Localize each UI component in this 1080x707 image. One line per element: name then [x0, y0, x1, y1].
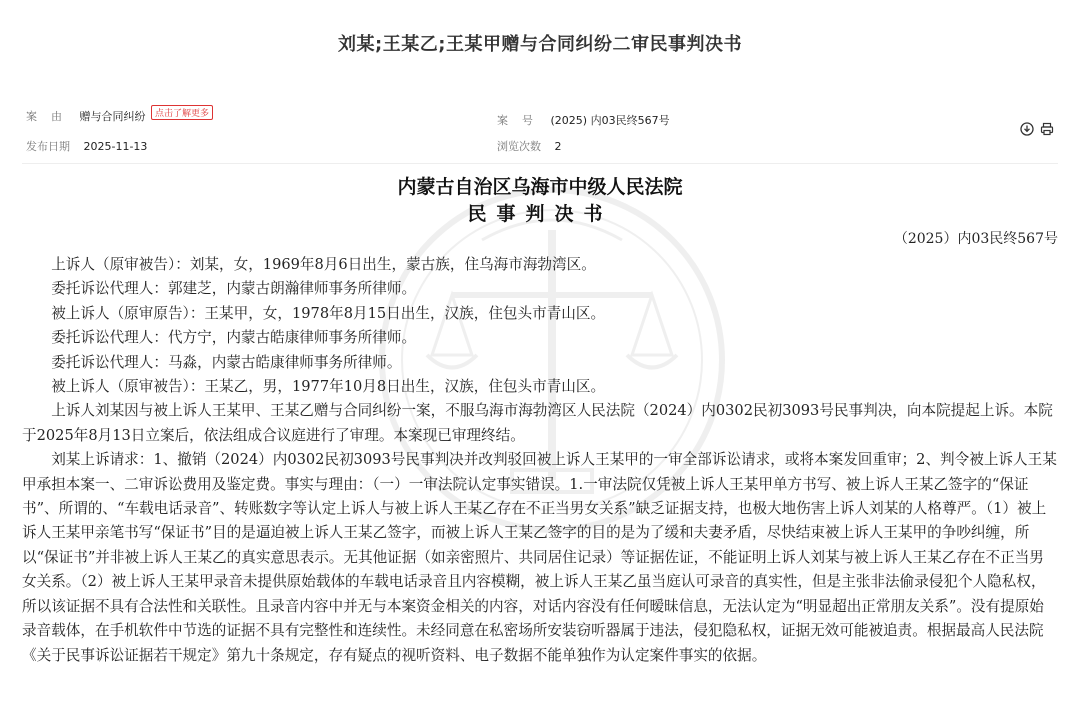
publish-label: 发布日期: [26, 140, 70, 153]
toolbar: [1020, 122, 1054, 136]
paragraph-appeal-request: 刘某上诉请求：1、撤销（2024）内0302民初3093号民事判决并改判驳回被上诉人王某甲的一审全部诉讼请求，或将本案发回重审；2、判令被上诉人王某甲承担本案一、二审诉讼费用及鉴定费。事实与理由：（一）一审法院认定事实错误。1.一审法院仅凭被上诉人王某甲单方书写、被上诉人王某乙签字的“保证书”、所谓的、“车载电话录音”、转账数字等认定上诉人与被上诉人王某乙存在不正当男女关系”缺乏证据支持，也极大地伤害上诉人刘某的人格尊严。（1）被上诉人王某甲亲笔书写“保证书”目的是逼迫被上诉人王某乙签字，而被上诉人王某乙签字的目的是为了缓和夫妻矛盾，尽快结束被上诉人王某甲的争吵纠缠，所以“保证书”并非被上诉人王某乙的真实意思表示。无其他证据（如亲密照片、共同居住记录）等证据佐证，不能证明上诉人刘某与被上诉人王某乙存在不正当男女关系。（2）被上诉人王某甲录音未提供原始载体的车载电话录音且内容模糊，被上诉人王某乙虽当庭认可录音的真实性，但是主张非法偷录侵犯个人隐私权，所以该证据不具有合法性和关联性。且录音内容中并无与本案资金相关的内容，对话内容没有任何暧昧信息，无法认定为“明显超出正常朋友关系”。没有提原始录音载体，在手机软件中节选的证据不具有完整性和连续性。未经同意在私密场所安装窃听器属于违法，侵犯隐私权，证据无效可能被追责。根据最高人民法院《关于民事诉讼证据若干规定》第九十条规定，存有疑点的视听资料、电子数据不能单独作为认定案件事实的依据。: [22, 451, 1057, 664]
views-row: [497, 138, 562, 154]
paragraph-case-summary: 上诉人刘某因与被上诉人王某甲、王某乙赠与合同纠纷一案，不服乌海市海勃湾区人民法院（2024）内0302民初3093号民事判决，向本院提起上诉。本院于2025年8月13日立案后，依法组成合议庭进行了审理。本案现已审理终结。: [22, 402, 1053, 444]
learn-more-link[interactable]: 点击了解更多: [151, 105, 213, 120]
paragraph-appellee-2: 被上诉人（原审被告）：王某乙，男，1977年10月8日出生，汉族，住包头市青山区。: [51, 378, 606, 396]
download-icon[interactable]: [1020, 122, 1034, 136]
cause-label: 案由: [26, 110, 76, 123]
document-type: 民事判决书: [467, 203, 613, 225]
court-name: 内蒙古自治区乌海市中级人民法院: [397, 176, 683, 198]
publish-value: 2025-11-13: [83, 140, 148, 153]
paragraph-appellee-1-agent-2: 委托诉讼代理人：马淼，内蒙古皓康律师事务所律师。: [51, 353, 402, 371]
case-no-value: (2025) 内03民终567号: [550, 114, 670, 127]
document-body: [22, 253, 1058, 668]
document-case-number: （2025）内03民终567号: [893, 231, 1058, 247]
publish-row: [26, 138, 147, 154]
paragraph-appellee-1-agent-1: 委托诉讼代理人：代方宁，内蒙古皓康律师事务所律师。: [51, 329, 417, 347]
views-label: 浏览次数: [497, 140, 541, 153]
views-value: 2: [554, 140, 562, 153]
page-title: 刘某;王某乙;王某甲赠与合同纠纷二审民事判决书: [338, 34, 742, 55]
print-icon[interactable]: [1040, 122, 1054, 136]
cause-row: [26, 108, 213, 124]
header-divider: [22, 163, 1058, 164]
case-no-label: 案号: [497, 114, 547, 127]
paragraph-appellee-1: 被上诉人（原审原告）：王某甲，女，1978年8月15日出生，汉族，住包头市青山区。: [51, 304, 606, 322]
case-no-row: [497, 112, 670, 128]
cause-value[interactable]: 赠与合同纠纷: [79, 110, 146, 123]
paragraph-appellant-agent: 委托诉讼代理人：郭建芝，内蒙古朗瀚律师事务所律师。: [51, 280, 417, 298]
paragraph-appellant: 上诉人（原审被告）：刘某，女，1969年8月6日出生，蒙古族，住乌海市海勃湾区。: [51, 256, 596, 273]
